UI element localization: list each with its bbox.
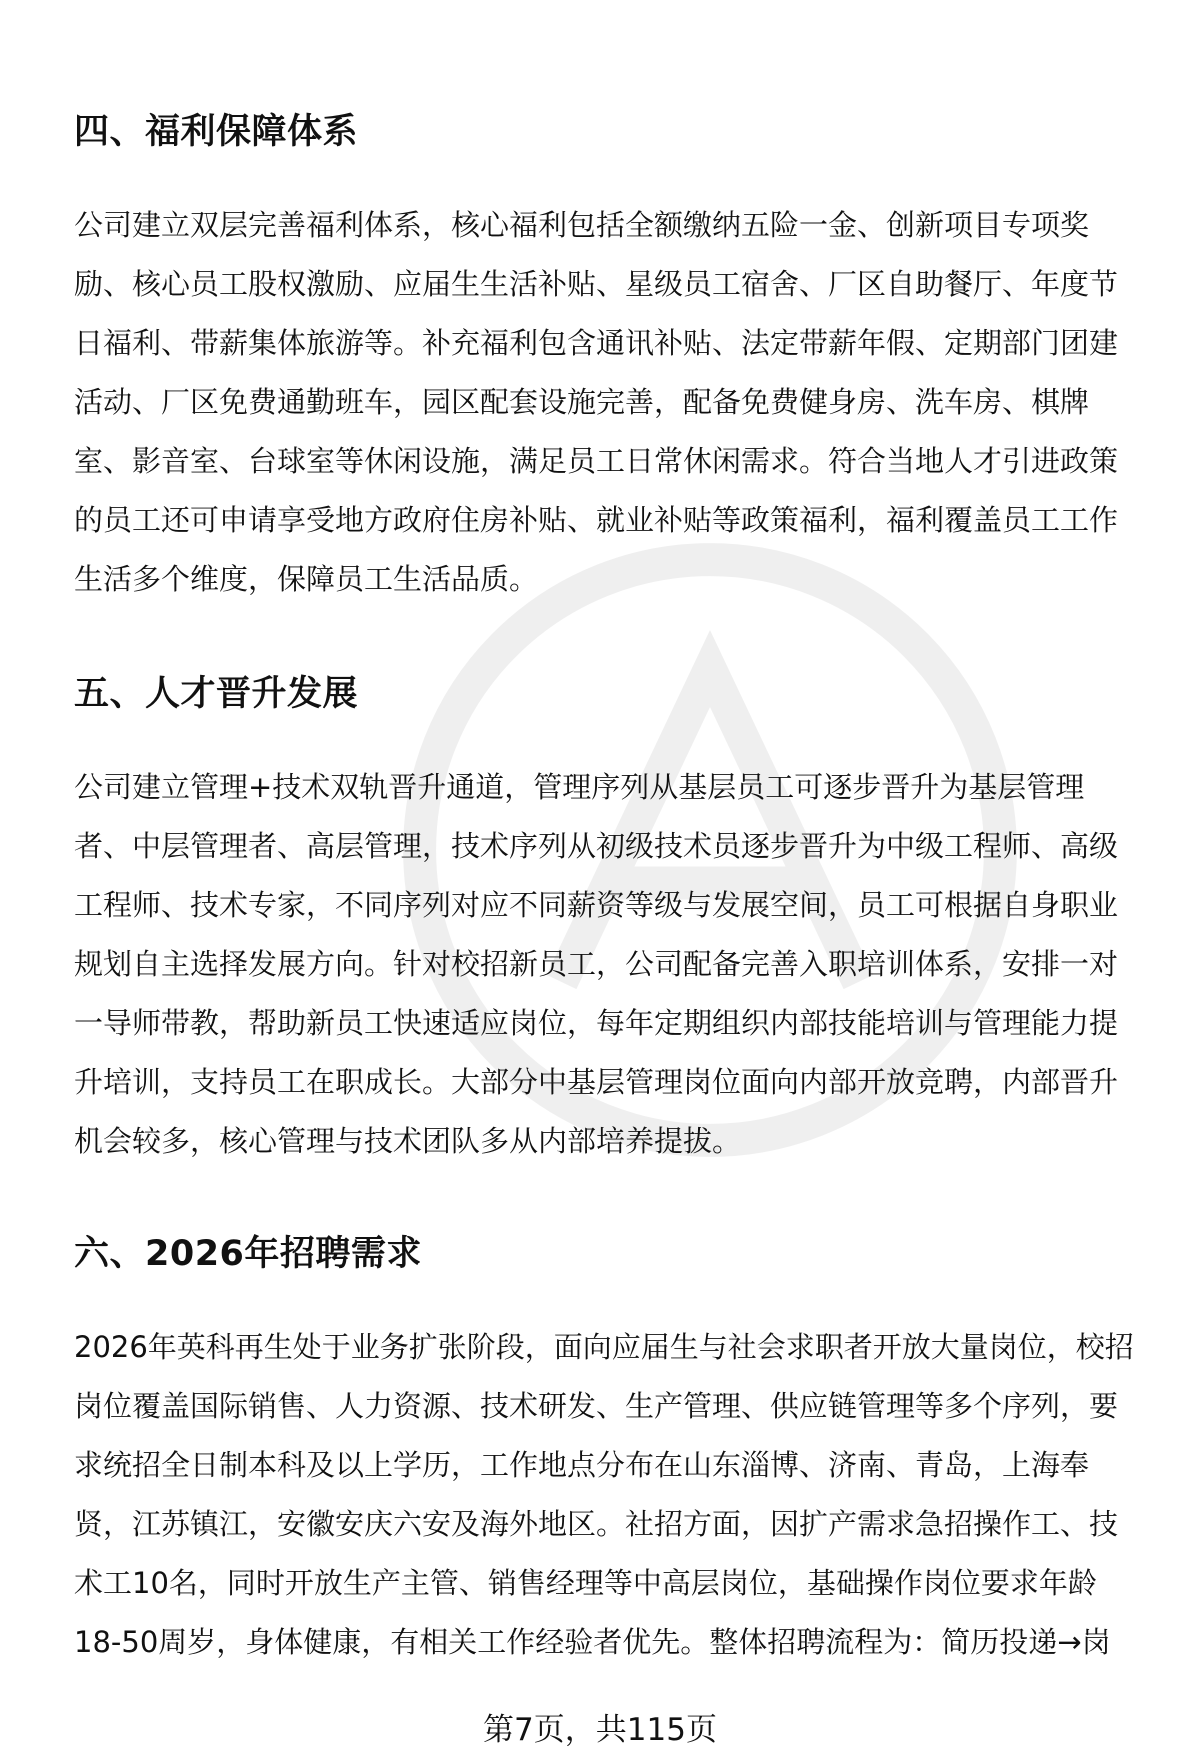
paragraph-line: 工程师、技术专家，不同序列对应不同薪资等级与发展空间，员工可根据自身职业 xyxy=(74,888,1119,922)
section-paragraph xyxy=(74,196,1154,609)
paragraph-line: 的员工还可申请享受地方政府住房补贴、就业补贴等政策福利，福利覆盖员工工作 xyxy=(74,503,1119,537)
section-heading: 五、人才晋升发展 xyxy=(74,674,359,714)
section-paragraph xyxy=(74,1318,1154,1672)
paragraph-line: 2026年英科再生处于业务扩张阶段，面向应届生与社会求职者开放大量岗位，校招 xyxy=(74,1330,1134,1364)
section-recruitment xyxy=(74,1230,1154,1672)
paragraph-line: 18-50周岁，身体健康，有相关工作经验者优先。整体招聘流程为：简历投递→岗 xyxy=(74,1625,1111,1659)
paragraph-line: 术工10名，同时开放生产主管、销售经理等中高层岗位，基础操作岗位要求年龄 xyxy=(74,1566,1097,1600)
section-promotion xyxy=(74,670,1154,1171)
paragraph-line: 生活多个维度，保障员工生活品质。 xyxy=(74,562,539,596)
paragraph-line: 公司建立管理+技术双轨晋升通道，管理序列从基层员工可逐步晋升为基层管理 xyxy=(74,770,1085,804)
paragraph-line: 升培训，支持员工在职成长。大部分中基层管理岗位面向内部开放竞聘，内部晋升 xyxy=(74,1065,1119,1099)
section-welfare xyxy=(74,108,1154,609)
section-heading: 四、福利保障体系 xyxy=(74,112,359,152)
paragraph-line: 活动、厂区免费通勤班车，园区配套设施完善，配备免费健身房、洗车房、棋牌 xyxy=(74,385,1090,419)
paragraph-line: 贤，江苏镇江，安徽安庆六安及海外地区。社招方面，因扩产需求急招操作工、技 xyxy=(74,1507,1119,1541)
paragraph-line: 室、影音室、台球室等休闲设施，满足员工日常休闲需求。符合当地人才引进政策 xyxy=(74,444,1119,478)
paragraph-line: 一导师带教，帮助新员工快速适应岗位，每年定期组织内部技能培训与管理能力提 xyxy=(74,1006,1119,1040)
paragraph-line: 机会较多，核心管理与技术团队多从内部培养提拔。 xyxy=(74,1124,742,1158)
paragraph-line: 公司建立双层完善福利体系，核心福利包括全额缴纳五险一金、创新项目专项奖 xyxy=(74,208,1090,242)
paragraph-line: 求统招全日制本科及以上学历，工作地点分布在山东淄博、济南、青岛，上海奉 xyxy=(74,1448,1090,1482)
paragraph-line: 励、核心员工股权激励、应届生生活补贴、星级员工宿舍、厂区自助餐厅、年度节 xyxy=(74,267,1119,301)
paragraph-line: 规划自主选择发展方向。针对校招新员工，公司配备完善入职培训体系，安排一对 xyxy=(74,947,1119,981)
paragraph-line: 日福利、带薪集体旅游等。补充福利包含通讯补贴、法定带薪年假、定期部门团建 xyxy=(74,326,1119,360)
section-heading: 六、2026年招聘需求 xyxy=(74,1234,422,1274)
paragraph-line: 岗位覆盖国际销售、人力资源、技术研发、生产管理、供应链管理等多个序列，要 xyxy=(74,1389,1119,1423)
page-number: 第7页，共115页 xyxy=(483,1712,717,1748)
paragraph-line: 者、中层管理者、高层管理，技术序列从初级技术员逐步晋升为中级工程师、高级 xyxy=(74,829,1119,863)
section-paragraph xyxy=(74,758,1154,1171)
